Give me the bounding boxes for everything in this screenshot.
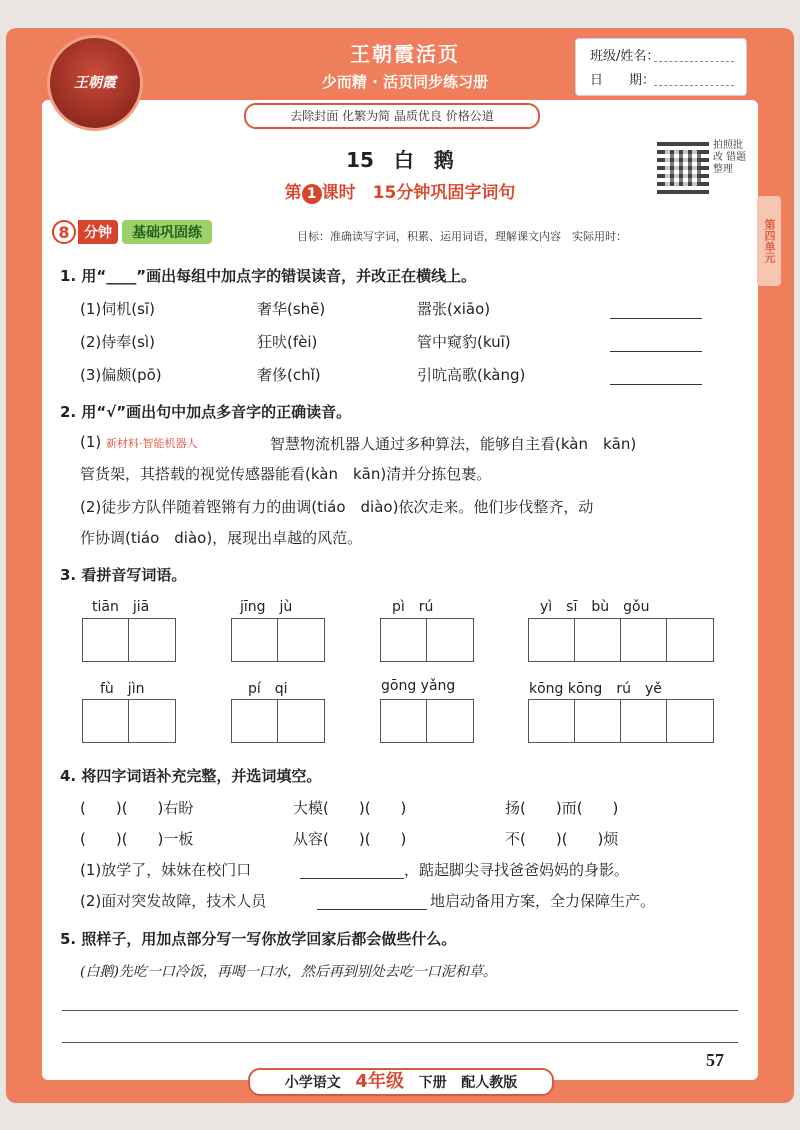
class-name-line[interactable] [654, 61, 734, 62]
q3-stem: 3. 看拼音写词语。 [60, 566, 187, 584]
q3-pinyin-2: jīng jù [240, 599, 293, 615]
q2-p1-number: (1) [80, 433, 102, 451]
footer-banner [248, 1068, 554, 1096]
q2-stem: 2. 用“√”画出句中加点多音字的正确读音。 [60, 403, 352, 421]
q1-r1-c3: 嚣张(xiāo) [417, 300, 491, 318]
brand-header [278, 38, 532, 92]
q4-s1-before: (1)放学了，妹妹在校门口 [80, 861, 252, 879]
class-name-label: 班级/姓名： [590, 49, 660, 64]
q1-answer-line-3[interactable] [610, 384, 702, 385]
page-number: 57 [706, 1050, 724, 1070]
q1-r3-c2: 奢侈(chǐ) [257, 366, 321, 384]
section-badge [52, 220, 212, 244]
q2-p1-line2: 管货架，其搭载的视觉传感器能看(kàn kān)清并分拣包裹。 [80, 465, 492, 483]
q1-r3-c1: (3)偏颇(pō) [80, 366, 162, 384]
q4-r1-c2: 大模( )( ) [293, 799, 407, 817]
q3-pinyin-4: yì sī bù gǒu [540, 599, 650, 615]
logo-text: 王朝霞 [74, 75, 116, 91]
q1-r2-c2: 狂吠(fèi) [257, 333, 318, 351]
unit-side-tab: 第四单元 [757, 196, 781, 286]
q4-s2-blank[interactable] [317, 909, 427, 910]
section-label: 基础巩固练 [122, 220, 212, 244]
q1-r1-c2: 奢华(shē) [257, 300, 326, 318]
minutes-number: 8 [52, 220, 76, 244]
q3-pinyin-5: fù jìn [100, 681, 145, 697]
footer-term: 下册 [418, 1075, 447, 1091]
q2-p2-line1: (2)徒步方队伴随着铿锵有力的曲调(tiáo diào)依次走来。他们步伐整齐，动 [80, 498, 594, 516]
q3-grid-8[interactable] [528, 699, 714, 743]
q4-s2-after: 地启动备用方案，全力保障生产。 [430, 892, 656, 910]
q4-s1-after: ，踮起脚尖寻找爸爸妈妈的身影。 [404, 861, 630, 879]
q4-s1-blank[interactable] [300, 878, 404, 879]
section-goal: 目标：准确读写字词，积累、运用词语，理解课文内容 实际用时： [297, 230, 627, 243]
brand-subtitle: 少而精 · 活页同步练习册 [321, 73, 489, 91]
q3-grid-6[interactable] [231, 699, 325, 743]
brand-title: 王朝霞活页 [350, 42, 460, 66]
footer-subject: 小学语文 [284, 1075, 341, 1091]
q4-r2-c1: ( )( )一板 [80, 830, 194, 848]
minutes-unit: 分钟 [78, 220, 118, 244]
date-label: 日 期： [590, 73, 656, 88]
footer-grade: 4年级 [355, 1071, 404, 1092]
name-date-box [575, 38, 747, 96]
q3-pinyin-3: pì rú [392, 599, 434, 615]
period-suffix: 课时 15分钟巩固字词句 [321, 183, 516, 203]
q3-pinyin-8: kōng kōng rú yě [529, 681, 662, 697]
q1-r3-c3: 引吭高歌(kàng) [417, 366, 526, 384]
lesson-title: 15 白 鹅 [346, 148, 454, 172]
q4-r2-c2: 从容( )( ) [293, 830, 407, 848]
q4-r1-c1: ( )( )右盼 [80, 799, 194, 817]
q4-r2-c3: 不( )( )烦 [505, 830, 619, 848]
q1-answer-line-2[interactable] [610, 351, 702, 352]
q1-answer-line-1[interactable] [610, 318, 702, 319]
qr-code-icon[interactable] [657, 142, 709, 194]
footer-edition: 配人教版 [461, 1075, 518, 1091]
q3-grid-5[interactable] [82, 699, 176, 743]
q1-r2-c3: 管中窥豹(kuī) [417, 333, 511, 351]
q3-grid-4[interactable] [528, 618, 714, 662]
brand-logo [50, 38, 140, 128]
q1-r1-c1: (1)伺机(sī) [80, 300, 155, 318]
slogan: 去除封面 化繁为简 晶质优良 价格公道 [244, 103, 540, 129]
q5-answer-line-1[interactable] [62, 1010, 738, 1011]
q3-pinyin-6: pí qi [248, 681, 288, 697]
q2-p2-line2: 作协调(tiáo diào)，展现出卓越的风范。 [80, 529, 363, 547]
qr-caption: 拍照批改 错题整理 [713, 140, 747, 175]
q5-example: (白鹅)先吃一口冷饭，再喝一口水，然后再到别处去吃一口泥和草。 [80, 964, 497, 980]
q4-r1-c3: 扬( )而( ) [505, 799, 619, 817]
q5-answer-line-2[interactable] [62, 1042, 738, 1043]
q1-stem: 1. 用“____”画出每组中加点字的错误读音，并改正在横线上。 [60, 267, 477, 285]
q3-grid-3[interactable] [380, 618, 474, 662]
q5-stem: 5. 照样子，用加点部分写一写你放学回家后都会做些什么。 [60, 930, 457, 948]
q3-grid-2[interactable] [231, 618, 325, 662]
q3-pinyin-7: gōng yǎng [381, 678, 456, 694]
q2-material-tag: 新材料·智能机器人 [106, 437, 198, 450]
lesson-period [235, 178, 565, 204]
q3-grid-7[interactable] [380, 699, 474, 743]
q1-r2-c1: (2)侍奉(sì) [80, 333, 155, 351]
q4-s2-before: (2)面对突发故障，技术人员 [80, 892, 267, 910]
q3-grid-1[interactable] [82, 618, 176, 662]
period-prefix: 第 [284, 183, 302, 203]
q4-stem: 4. 将四字词语补充完整，并选词填空。 [60, 767, 322, 785]
q3-pinyin-1: tiān jiā [92, 599, 150, 615]
q2-p1-line1: 智慧物流机器人通过多种算法，能够自主看(kàn kān) [270, 435, 637, 453]
date-line[interactable] [654, 85, 734, 86]
period-number: 1 [302, 184, 322, 204]
